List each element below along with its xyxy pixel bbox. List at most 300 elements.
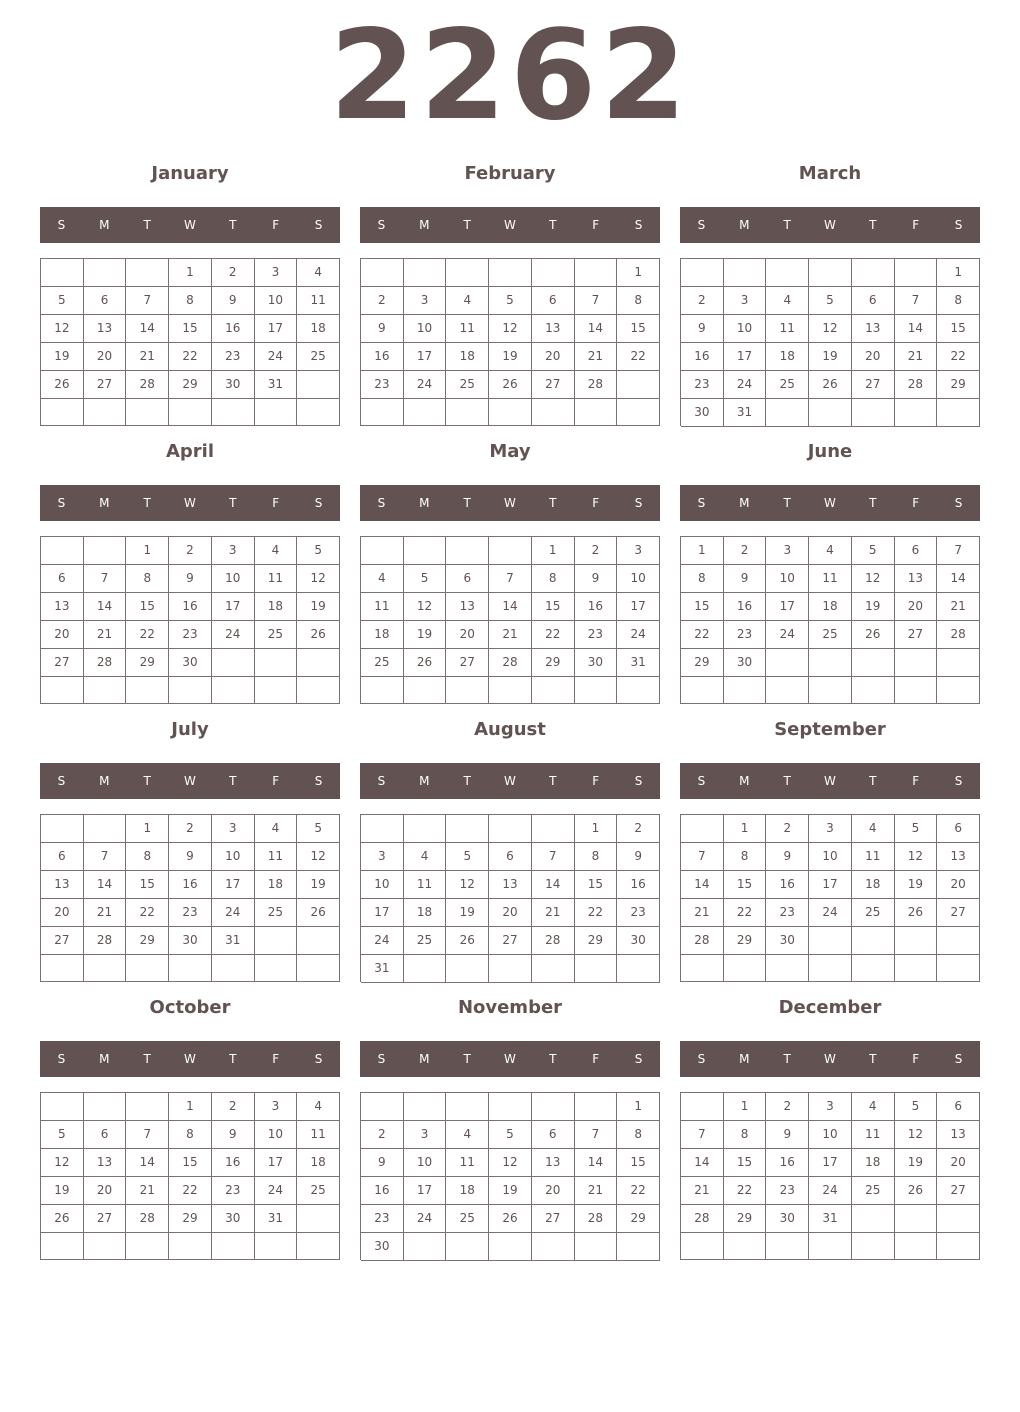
day-cell: 3 bbox=[809, 815, 852, 843]
day-cell: 6 bbox=[895, 537, 938, 565]
day-cell: 13 bbox=[84, 315, 127, 343]
day-cell bbox=[404, 1093, 447, 1121]
day-cell: 7 bbox=[84, 565, 127, 593]
day-cell: 3 bbox=[617, 537, 660, 565]
day-cell bbox=[532, 1093, 575, 1121]
weekday-label: T bbox=[869, 1052, 877, 1066]
day-cell: 29 bbox=[681, 649, 724, 677]
day-cell bbox=[404, 955, 447, 983]
weekday-label: M bbox=[739, 774, 750, 788]
day-cell: 6 bbox=[41, 565, 84, 593]
day-cell: 11 bbox=[361, 593, 404, 621]
day-cell bbox=[361, 259, 404, 287]
day-cell: 15 bbox=[681, 593, 724, 621]
day-cell: 19 bbox=[809, 343, 852, 371]
day-cell: 8 bbox=[681, 565, 724, 593]
day-cell: 8 bbox=[126, 565, 169, 593]
day-cell: 15 bbox=[169, 315, 212, 343]
day-cell: 9 bbox=[575, 565, 618, 593]
day-cell bbox=[681, 815, 724, 843]
day-cell: 28 bbox=[681, 1205, 724, 1233]
day-cell: 29 bbox=[126, 927, 169, 955]
day-cell: 14 bbox=[84, 871, 127, 899]
weekday-label: T bbox=[143, 496, 151, 510]
day-cell: 30 bbox=[681, 399, 724, 427]
weekday-label: S bbox=[954, 218, 963, 232]
day-cell: 7 bbox=[895, 287, 938, 315]
weekday-label: T bbox=[549, 774, 557, 788]
weekday-label: F bbox=[592, 1052, 600, 1066]
weekday-label: S bbox=[377, 218, 386, 232]
day-cell: 2 bbox=[766, 1093, 809, 1121]
day-cell bbox=[404, 399, 447, 426]
day-cell: 14 bbox=[84, 593, 127, 621]
day-cell: 6 bbox=[532, 287, 575, 315]
weekday-label: F bbox=[592, 774, 600, 788]
day-cell bbox=[489, 259, 532, 287]
weekday-label: F bbox=[912, 774, 920, 788]
day-cell bbox=[809, 399, 852, 427]
day-cell: 10 bbox=[212, 843, 255, 871]
day-cell bbox=[84, 399, 127, 426]
day-cell: 6 bbox=[84, 287, 127, 315]
day-cell bbox=[895, 649, 938, 677]
day-cell: 21 bbox=[84, 621, 127, 649]
day-cell bbox=[809, 927, 852, 955]
day-cell: 23 bbox=[212, 343, 255, 371]
day-cell: 25 bbox=[852, 899, 895, 927]
day-cell bbox=[532, 815, 575, 843]
weekday-label: T bbox=[869, 218, 877, 232]
day-cell: 3 bbox=[255, 259, 298, 287]
day-cell: 21 bbox=[575, 343, 618, 371]
day-cell: 1 bbox=[617, 1093, 660, 1121]
day-grid bbox=[360, 814, 660, 982]
day-cell: 15 bbox=[169, 1149, 212, 1177]
day-cell bbox=[575, 677, 618, 704]
day-cell bbox=[126, 1093, 169, 1121]
weekday-label: T bbox=[463, 496, 471, 510]
day-cell bbox=[404, 815, 447, 843]
day-cell bbox=[489, 1093, 532, 1121]
weekday-header bbox=[680, 207, 980, 243]
day-cell: 24 bbox=[212, 899, 255, 927]
day-cell: 10 bbox=[255, 287, 298, 315]
day-cell: 26 bbox=[297, 621, 340, 649]
day-grid bbox=[360, 536, 660, 704]
day-cell: 20 bbox=[446, 621, 489, 649]
weekday-label: S bbox=[697, 218, 706, 232]
day-cell: 5 bbox=[852, 537, 895, 565]
day-cell: 2 bbox=[575, 537, 618, 565]
weekday-label: M bbox=[99, 496, 110, 510]
day-cell: 19 bbox=[895, 1149, 938, 1177]
day-cell: 18 bbox=[852, 871, 895, 899]
day-cell bbox=[852, 649, 895, 677]
day-cell: 28 bbox=[575, 371, 618, 399]
day-cell: 27 bbox=[937, 899, 980, 927]
day-cell: 27 bbox=[895, 621, 938, 649]
day-cell: 29 bbox=[937, 371, 980, 399]
day-cell: 24 bbox=[617, 621, 660, 649]
day-cell: 27 bbox=[446, 649, 489, 677]
day-cell: 16 bbox=[361, 343, 404, 371]
day-cell bbox=[575, 955, 618, 983]
weekday-label: M bbox=[99, 774, 110, 788]
weekday-label: T bbox=[229, 218, 237, 232]
day-grid bbox=[40, 814, 340, 982]
day-cell bbox=[255, 955, 298, 982]
day-cell: 29 bbox=[169, 1205, 212, 1233]
month-name: August bbox=[474, 719, 546, 740]
weekday-label: S bbox=[57, 496, 66, 510]
month-name: February bbox=[464, 163, 556, 184]
day-cell: 29 bbox=[617, 1205, 660, 1233]
day-cell: 13 bbox=[532, 315, 575, 343]
day-cell: 25 bbox=[809, 621, 852, 649]
weekday-label: W bbox=[504, 218, 516, 232]
day-cell: 12 bbox=[852, 565, 895, 593]
day-cell: 10 bbox=[809, 1121, 852, 1149]
day-cell: 17 bbox=[404, 1177, 447, 1205]
weekday-label: S bbox=[634, 496, 643, 510]
day-cell: 8 bbox=[724, 1121, 767, 1149]
day-cell: 17 bbox=[212, 593, 255, 621]
day-cell: 8 bbox=[126, 843, 169, 871]
day-cell: 19 bbox=[404, 621, 447, 649]
weekday-label: T bbox=[463, 218, 471, 232]
day-cell bbox=[809, 677, 852, 704]
day-cell: 25 bbox=[446, 371, 489, 399]
day-cell: 12 bbox=[41, 1149, 84, 1177]
day-cell: 13 bbox=[41, 871, 84, 899]
day-cell: 6 bbox=[41, 843, 84, 871]
day-cell bbox=[852, 677, 895, 704]
day-cell: 22 bbox=[724, 1177, 767, 1205]
day-cell: 9 bbox=[169, 843, 212, 871]
day-cell bbox=[852, 927, 895, 955]
weekday-label: T bbox=[229, 774, 237, 788]
day-cell: 8 bbox=[617, 287, 660, 315]
day-cell: 1 bbox=[724, 815, 767, 843]
day-cell: 21 bbox=[575, 1177, 618, 1205]
day-cell: 10 bbox=[255, 1121, 298, 1149]
day-cell: 24 bbox=[404, 1205, 447, 1233]
day-cell: 27 bbox=[852, 371, 895, 399]
day-cell: 12 bbox=[895, 843, 938, 871]
day-cell: 28 bbox=[489, 649, 532, 677]
day-cell bbox=[41, 815, 84, 843]
weekday-label: T bbox=[549, 496, 557, 510]
day-cell: 18 bbox=[255, 593, 298, 621]
day-cell: 9 bbox=[212, 1121, 255, 1149]
day-cell bbox=[404, 677, 447, 704]
day-cell: 16 bbox=[766, 871, 809, 899]
day-cell: 9 bbox=[724, 565, 767, 593]
weekday-label: W bbox=[504, 1052, 516, 1066]
day-cell: 11 bbox=[809, 565, 852, 593]
weekday-label: S bbox=[954, 496, 963, 510]
day-cell: 1 bbox=[169, 1093, 212, 1121]
day-cell: 23 bbox=[575, 621, 618, 649]
weekday-label: W bbox=[504, 496, 516, 510]
day-cell: 30 bbox=[766, 927, 809, 955]
day-cell: 17 bbox=[212, 871, 255, 899]
day-cell: 19 bbox=[489, 343, 532, 371]
day-cell: 12 bbox=[41, 315, 84, 343]
day-cell: 4 bbox=[852, 815, 895, 843]
day-cell: 22 bbox=[532, 621, 575, 649]
day-cell bbox=[212, 649, 255, 677]
day-cell bbox=[724, 955, 767, 982]
day-cell bbox=[617, 677, 660, 704]
weekday-label: S bbox=[314, 1052, 323, 1066]
weekday-label: S bbox=[954, 774, 963, 788]
day-cell: 20 bbox=[937, 871, 980, 899]
day-cell: 28 bbox=[575, 1205, 618, 1233]
day-cell: 30 bbox=[169, 927, 212, 955]
day-cell: 4 bbox=[766, 287, 809, 315]
day-cell: 8 bbox=[617, 1121, 660, 1149]
weekday-label: S bbox=[314, 218, 323, 232]
day-cell bbox=[766, 399, 809, 427]
day-cell bbox=[255, 927, 298, 955]
weekday-label: M bbox=[419, 496, 430, 510]
day-cell: 5 bbox=[809, 287, 852, 315]
day-cell bbox=[809, 649, 852, 677]
day-cell: 31 bbox=[255, 1205, 298, 1233]
day-cell: 6 bbox=[532, 1121, 575, 1149]
day-cell bbox=[212, 1233, 255, 1260]
day-cell bbox=[489, 677, 532, 704]
day-cell bbox=[169, 399, 212, 426]
day-cell: 10 bbox=[724, 315, 767, 343]
weekday-label: M bbox=[739, 496, 750, 510]
weekday-label: T bbox=[143, 218, 151, 232]
day-cell: 21 bbox=[681, 899, 724, 927]
day-grid bbox=[680, 814, 980, 982]
day-cell: 26 bbox=[404, 649, 447, 677]
day-cell: 12 bbox=[404, 593, 447, 621]
day-cell: 1 bbox=[575, 815, 618, 843]
day-cell: 6 bbox=[446, 565, 489, 593]
day-cell: 22 bbox=[937, 343, 980, 371]
day-cell: 3 bbox=[724, 287, 767, 315]
day-cell: 17 bbox=[255, 315, 298, 343]
day-cell: 6 bbox=[84, 1121, 127, 1149]
weekday-label: T bbox=[783, 496, 791, 510]
day-cell: 21 bbox=[937, 593, 980, 621]
day-cell bbox=[681, 1233, 724, 1260]
weekday-label: S bbox=[634, 218, 643, 232]
day-cell bbox=[126, 955, 169, 982]
day-cell: 21 bbox=[126, 343, 169, 371]
day-cell: 18 bbox=[404, 899, 447, 927]
day-cell: 14 bbox=[575, 315, 618, 343]
day-cell: 8 bbox=[169, 287, 212, 315]
day-cell: 11 bbox=[446, 1149, 489, 1177]
day-cell: 11 bbox=[404, 871, 447, 899]
day-cell bbox=[681, 955, 724, 982]
day-cell: 13 bbox=[532, 1149, 575, 1177]
day-cell bbox=[361, 537, 404, 565]
day-cell: 21 bbox=[489, 621, 532, 649]
weekday-label: T bbox=[463, 1052, 471, 1066]
weekday-label: W bbox=[824, 1052, 836, 1066]
day-cell bbox=[895, 399, 938, 427]
weekday-label: W bbox=[824, 218, 836, 232]
day-cell: 19 bbox=[895, 871, 938, 899]
day-cell bbox=[681, 259, 724, 287]
day-cell bbox=[297, 649, 340, 677]
day-cell bbox=[852, 1233, 895, 1260]
day-cell bbox=[617, 955, 660, 983]
day-cell: 14 bbox=[575, 1149, 618, 1177]
day-cell: 23 bbox=[617, 899, 660, 927]
month-name: June bbox=[807, 441, 853, 462]
day-cell: 9 bbox=[617, 843, 660, 871]
day-cell bbox=[446, 259, 489, 287]
day-cell: 2 bbox=[212, 1093, 255, 1121]
day-cell: 28 bbox=[681, 927, 724, 955]
day-cell: 27 bbox=[937, 1177, 980, 1205]
day-cell: 24 bbox=[361, 927, 404, 955]
day-cell: 18 bbox=[446, 343, 489, 371]
day-cell bbox=[937, 927, 980, 955]
day-cell: 3 bbox=[809, 1093, 852, 1121]
day-grid bbox=[40, 258, 340, 426]
day-cell bbox=[852, 259, 895, 287]
day-cell: 13 bbox=[489, 871, 532, 899]
day-cell: 14 bbox=[895, 315, 938, 343]
day-grid bbox=[360, 1092, 660, 1260]
day-cell: 28 bbox=[895, 371, 938, 399]
day-cell bbox=[852, 399, 895, 427]
day-cell: 27 bbox=[41, 649, 84, 677]
day-cell bbox=[169, 1233, 212, 1260]
day-cell: 1 bbox=[937, 259, 980, 287]
day-cell bbox=[41, 399, 84, 426]
day-cell: 16 bbox=[575, 593, 618, 621]
day-cell: 31 bbox=[212, 927, 255, 955]
day-cell: 10 bbox=[766, 565, 809, 593]
day-cell bbox=[724, 1233, 767, 1260]
day-cell: 2 bbox=[724, 537, 767, 565]
month-name: April bbox=[165, 441, 215, 462]
day-cell: 9 bbox=[361, 1149, 404, 1177]
day-cell bbox=[84, 1093, 127, 1121]
day-cell: 4 bbox=[446, 1121, 489, 1149]
weekday-header bbox=[360, 485, 660, 521]
weekday-header bbox=[680, 763, 980, 799]
day-cell: 7 bbox=[532, 843, 575, 871]
day-cell bbox=[446, 815, 489, 843]
day-cell: 25 bbox=[255, 621, 298, 649]
day-cell bbox=[297, 955, 340, 982]
day-cell: 13 bbox=[84, 1149, 127, 1177]
day-cell: 9 bbox=[361, 315, 404, 343]
day-cell: 18 bbox=[361, 621, 404, 649]
weekday-label: S bbox=[57, 1052, 66, 1066]
weekday-header bbox=[360, 763, 660, 799]
day-cell: 24 bbox=[809, 899, 852, 927]
day-cell: 2 bbox=[681, 287, 724, 315]
day-cell: 3 bbox=[766, 537, 809, 565]
day-cell: 7 bbox=[575, 287, 618, 315]
day-cell bbox=[895, 1233, 938, 1260]
day-cell bbox=[212, 677, 255, 704]
day-cell: 23 bbox=[212, 1177, 255, 1205]
day-cell: 17 bbox=[617, 593, 660, 621]
day-cell: 30 bbox=[617, 927, 660, 955]
day-cell: 31 bbox=[617, 649, 660, 677]
day-cell: 23 bbox=[361, 1205, 404, 1233]
day-cell: 14 bbox=[126, 1149, 169, 1177]
day-cell bbox=[724, 677, 767, 704]
day-cell bbox=[724, 259, 767, 287]
day-cell: 25 bbox=[297, 1177, 340, 1205]
day-cell bbox=[446, 1093, 489, 1121]
day-cell: 22 bbox=[169, 1177, 212, 1205]
day-cell: 17 bbox=[809, 871, 852, 899]
day-cell: 18 bbox=[766, 343, 809, 371]
day-cell: 29 bbox=[532, 649, 575, 677]
weekday-header bbox=[40, 485, 340, 521]
day-cell: 4 bbox=[255, 537, 298, 565]
day-cell: 4 bbox=[404, 843, 447, 871]
day-cell: 11 bbox=[446, 315, 489, 343]
day-cell bbox=[84, 537, 127, 565]
day-cell: 27 bbox=[84, 1205, 127, 1233]
day-cell: 15 bbox=[126, 593, 169, 621]
day-cell: 20 bbox=[41, 899, 84, 927]
day-cell: 22 bbox=[126, 621, 169, 649]
day-cell: 28 bbox=[84, 649, 127, 677]
weekday-label: F bbox=[272, 774, 280, 788]
day-cell bbox=[297, 927, 340, 955]
day-cell: 26 bbox=[852, 621, 895, 649]
day-cell bbox=[937, 677, 980, 704]
day-cell: 20 bbox=[84, 1177, 127, 1205]
day-cell: 24 bbox=[255, 343, 298, 371]
day-cell: 15 bbox=[724, 871, 767, 899]
day-cell: 30 bbox=[724, 649, 767, 677]
weekday-label: T bbox=[783, 1052, 791, 1066]
day-cell: 27 bbox=[532, 371, 575, 399]
month-name: September bbox=[774, 719, 886, 740]
day-cell bbox=[895, 955, 938, 982]
weekday-label: F bbox=[272, 1052, 280, 1066]
day-cell: 7 bbox=[681, 1121, 724, 1149]
day-cell: 20 bbox=[41, 621, 84, 649]
day-cell bbox=[84, 815, 127, 843]
day-cell: 12 bbox=[809, 315, 852, 343]
day-cell: 23 bbox=[361, 371, 404, 399]
day-cell: 17 bbox=[724, 343, 767, 371]
day-cell: 23 bbox=[724, 621, 767, 649]
day-cell bbox=[84, 1233, 127, 1260]
day-cell bbox=[297, 399, 340, 426]
weekday-label: W bbox=[824, 496, 836, 510]
day-cell: 18 bbox=[809, 593, 852, 621]
day-cell: 25 bbox=[404, 927, 447, 955]
day-cell: 25 bbox=[361, 649, 404, 677]
day-cell: 1 bbox=[724, 1093, 767, 1121]
month-name: March bbox=[798, 163, 862, 184]
day-cell bbox=[41, 537, 84, 565]
day-cell bbox=[297, 677, 340, 704]
weekday-label: S bbox=[697, 1052, 706, 1066]
